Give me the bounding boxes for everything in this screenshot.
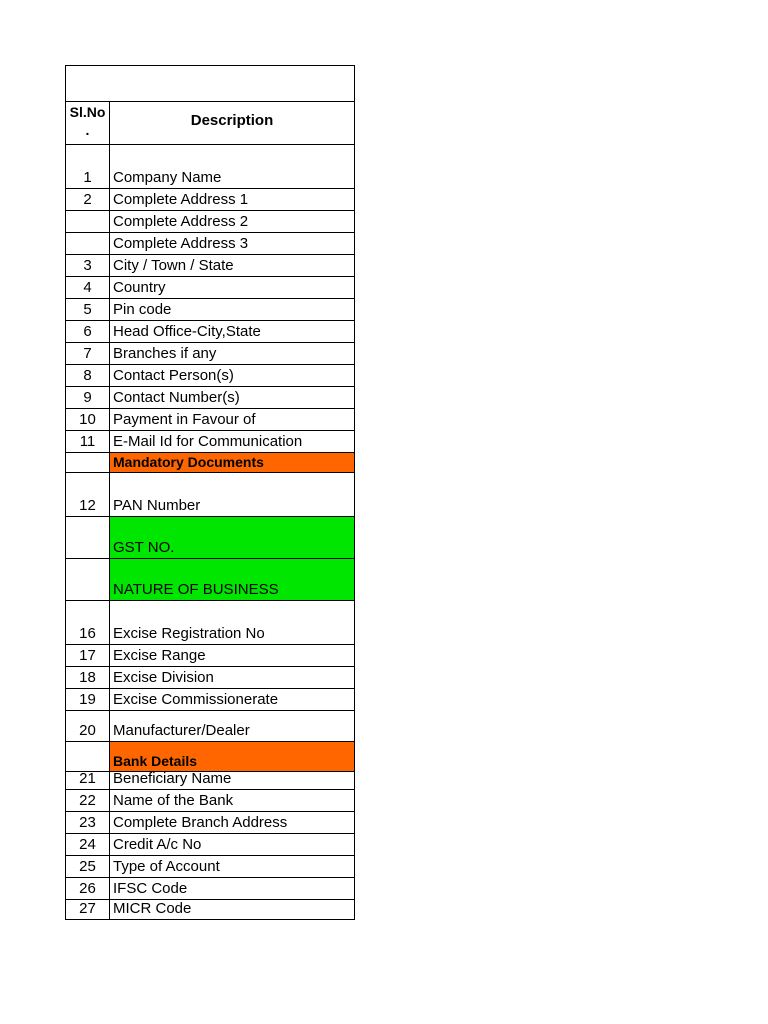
header-description-cell bbox=[110, 101, 354, 144]
table-row bbox=[65, 387, 355, 409]
sl-number: 25 bbox=[79, 858, 96, 875]
description-label: Complete Branch Address bbox=[113, 814, 288, 831]
sl-cell bbox=[66, 321, 110, 342]
sl-number: 19 bbox=[79, 691, 96, 708]
section-header-cell bbox=[110, 559, 354, 600]
table-row bbox=[65, 559, 355, 601]
table-row bbox=[65, 145, 355, 189]
description-label: Company Name bbox=[113, 169, 222, 186]
sl-cell bbox=[66, 711, 110, 741]
table-row bbox=[65, 790, 355, 812]
sl-cell bbox=[66, 453, 110, 472]
table-row bbox=[65, 878, 355, 900]
table-row bbox=[65, 277, 355, 299]
table-row bbox=[65, 856, 355, 878]
description-cell bbox=[110, 645, 354, 666]
table-row bbox=[65, 233, 355, 255]
description-cell bbox=[110, 233, 354, 254]
description-cell bbox=[110, 667, 354, 688]
table-row bbox=[65, 601, 355, 645]
table-title-row bbox=[65, 65, 355, 102]
table-row bbox=[65, 645, 355, 667]
sl-cell bbox=[66, 601, 110, 644]
sl-number: 1 bbox=[83, 169, 92, 186]
description-label: Credit A/c No bbox=[113, 836, 202, 853]
section-header-label: NATURE OF BUSINESS bbox=[113, 581, 279, 598]
description-label: Type of Account bbox=[113, 858, 220, 875]
table-row bbox=[65, 473, 355, 517]
sl-number: 24 bbox=[79, 836, 96, 853]
table-header-row bbox=[65, 101, 355, 145]
description-cell bbox=[110, 711, 354, 741]
table-row bbox=[65, 255, 355, 277]
description-cell bbox=[110, 473, 354, 516]
sl-number: 4 bbox=[83, 279, 92, 296]
sl-cell bbox=[66, 233, 110, 254]
table-row bbox=[65, 189, 355, 211]
description-cell bbox=[110, 343, 354, 364]
sl-cell bbox=[66, 856, 110, 877]
sl-cell bbox=[66, 790, 110, 811]
sl-cell bbox=[66, 878, 110, 899]
table-row bbox=[65, 453, 355, 473]
description-label: City / Town / State bbox=[113, 257, 234, 274]
table-row bbox=[65, 365, 355, 387]
table-row bbox=[65, 299, 355, 321]
sl-cell bbox=[66, 431, 110, 452]
description-cell bbox=[110, 145, 354, 188]
sl-cell bbox=[66, 689, 110, 710]
sl-cell bbox=[66, 742, 110, 771]
sl-number: 2 bbox=[83, 191, 92, 208]
sl-cell bbox=[66, 900, 110, 919]
description-cell bbox=[110, 601, 354, 644]
description-label: IFSC Code bbox=[113, 880, 188, 897]
description-cell bbox=[110, 772, 354, 789]
sl-cell bbox=[66, 211, 110, 232]
description-label: Complete Address 3 bbox=[113, 235, 249, 252]
sl-number: 8 bbox=[83, 367, 92, 384]
sl-cell bbox=[66, 473, 110, 516]
description-label: Payment in Favour of bbox=[113, 411, 256, 428]
description-cell bbox=[110, 689, 354, 710]
description-label: Contact Person(s) bbox=[113, 367, 234, 384]
sl-number: 23 bbox=[79, 814, 96, 831]
description-cell bbox=[110, 856, 354, 877]
description-cell bbox=[110, 900, 354, 919]
description-cell bbox=[110, 255, 354, 276]
sl-cell bbox=[66, 559, 110, 600]
table-row bbox=[65, 431, 355, 453]
sl-number: 26 bbox=[79, 880, 96, 897]
description-label: Excise Division bbox=[113, 669, 214, 686]
description-label: Excise Registration No bbox=[113, 625, 265, 642]
sl-number: 22 bbox=[79, 792, 96, 809]
table-row bbox=[65, 409, 355, 431]
table-row bbox=[65, 834, 355, 856]
description-cell bbox=[110, 277, 354, 298]
description-label: Beneficiary Name bbox=[113, 770, 232, 787]
sl-number: 21 bbox=[79, 770, 96, 787]
description-label: Country bbox=[113, 279, 166, 296]
table-row bbox=[65, 689, 355, 711]
sl-cell bbox=[66, 255, 110, 276]
description-cell bbox=[110, 878, 354, 899]
sl-cell bbox=[66, 667, 110, 688]
description-cell bbox=[110, 834, 354, 855]
sl-number: 11 bbox=[79, 433, 96, 450]
description-cell bbox=[110, 321, 354, 342]
table-row bbox=[65, 772, 355, 790]
description-label: Complete Address 2 bbox=[113, 213, 249, 230]
sl-number: 10 bbox=[79, 411, 96, 428]
description-label: E-Mail Id for Communication bbox=[113, 433, 303, 450]
description-label: Excise Commissionerate bbox=[113, 691, 279, 708]
sl-number: 7 bbox=[83, 345, 92, 362]
description-cell bbox=[110, 431, 354, 452]
table-row bbox=[65, 667, 355, 689]
sl-number: 16 bbox=[79, 625, 96, 642]
table-row bbox=[65, 211, 355, 233]
sl-number: 5 bbox=[83, 301, 92, 318]
sl-number: 6 bbox=[83, 323, 92, 340]
description-label: Contact Number(s) bbox=[113, 389, 240, 406]
sl-number: 18 bbox=[79, 669, 96, 686]
sl-cell bbox=[66, 409, 110, 430]
sl-cell bbox=[66, 277, 110, 298]
header-sl-cell bbox=[66, 101, 110, 144]
table-row bbox=[65, 742, 355, 772]
table-row bbox=[65, 711, 355, 742]
sl-number: 12 bbox=[79, 497, 96, 514]
sl-cell bbox=[66, 834, 110, 855]
sl-cell bbox=[66, 365, 110, 386]
sl-cell bbox=[66, 772, 110, 789]
sl-cell bbox=[66, 145, 110, 188]
description-label: PAN Number bbox=[113, 497, 201, 514]
section-header-cell bbox=[110, 742, 354, 771]
sl-cell bbox=[66, 517, 110, 558]
sl-number: 17 bbox=[79, 647, 96, 664]
description-label: Complete Address 1 bbox=[113, 191, 249, 208]
table-row bbox=[65, 343, 355, 365]
sl-cell bbox=[66, 387, 110, 408]
sl-number: 9 bbox=[83, 389, 92, 406]
section-header-label: Mandatory Documents bbox=[113, 454, 264, 470]
description-label: Branches if any bbox=[113, 345, 217, 362]
description-cell bbox=[110, 387, 354, 408]
sl-number: 3 bbox=[83, 257, 92, 274]
table-row bbox=[65, 517, 355, 559]
table-row bbox=[65, 321, 355, 343]
description-cell bbox=[110, 812, 354, 833]
description-cell bbox=[110, 299, 354, 320]
header-sl-label: Sl.No . bbox=[69, 104, 106, 138]
description-cell bbox=[110, 409, 354, 430]
table-row bbox=[65, 812, 355, 834]
sl-cell bbox=[66, 812, 110, 833]
description-label: MICR Code bbox=[113, 900, 192, 917]
description-cell bbox=[110, 365, 354, 386]
header-description-label: Description bbox=[190, 112, 274, 129]
description-cell bbox=[110, 790, 354, 811]
section-header-label: GST NO. bbox=[113, 539, 175, 556]
description-label: Excise Range bbox=[113, 647, 206, 664]
section-header-cell bbox=[110, 453, 354, 472]
sl-number: 20 bbox=[79, 722, 96, 739]
sl-cell bbox=[66, 645, 110, 666]
sl-number: 27 bbox=[79, 900, 96, 917]
description-label: Name of the Bank bbox=[113, 792, 234, 809]
description-label: Manufacturer/Dealer bbox=[113, 722, 250, 739]
sl-cell bbox=[66, 299, 110, 320]
section-header-cell bbox=[110, 517, 354, 558]
sl-cell bbox=[66, 343, 110, 364]
table-row bbox=[65, 900, 355, 920]
section-header-label: Bank Details bbox=[113, 753, 198, 769]
description-cell bbox=[110, 211, 354, 232]
description-cell bbox=[110, 189, 354, 210]
description-label: Pin code bbox=[113, 301, 172, 318]
sl-cell bbox=[66, 189, 110, 210]
description-label: Head Office-City,State bbox=[113, 323, 261, 340]
